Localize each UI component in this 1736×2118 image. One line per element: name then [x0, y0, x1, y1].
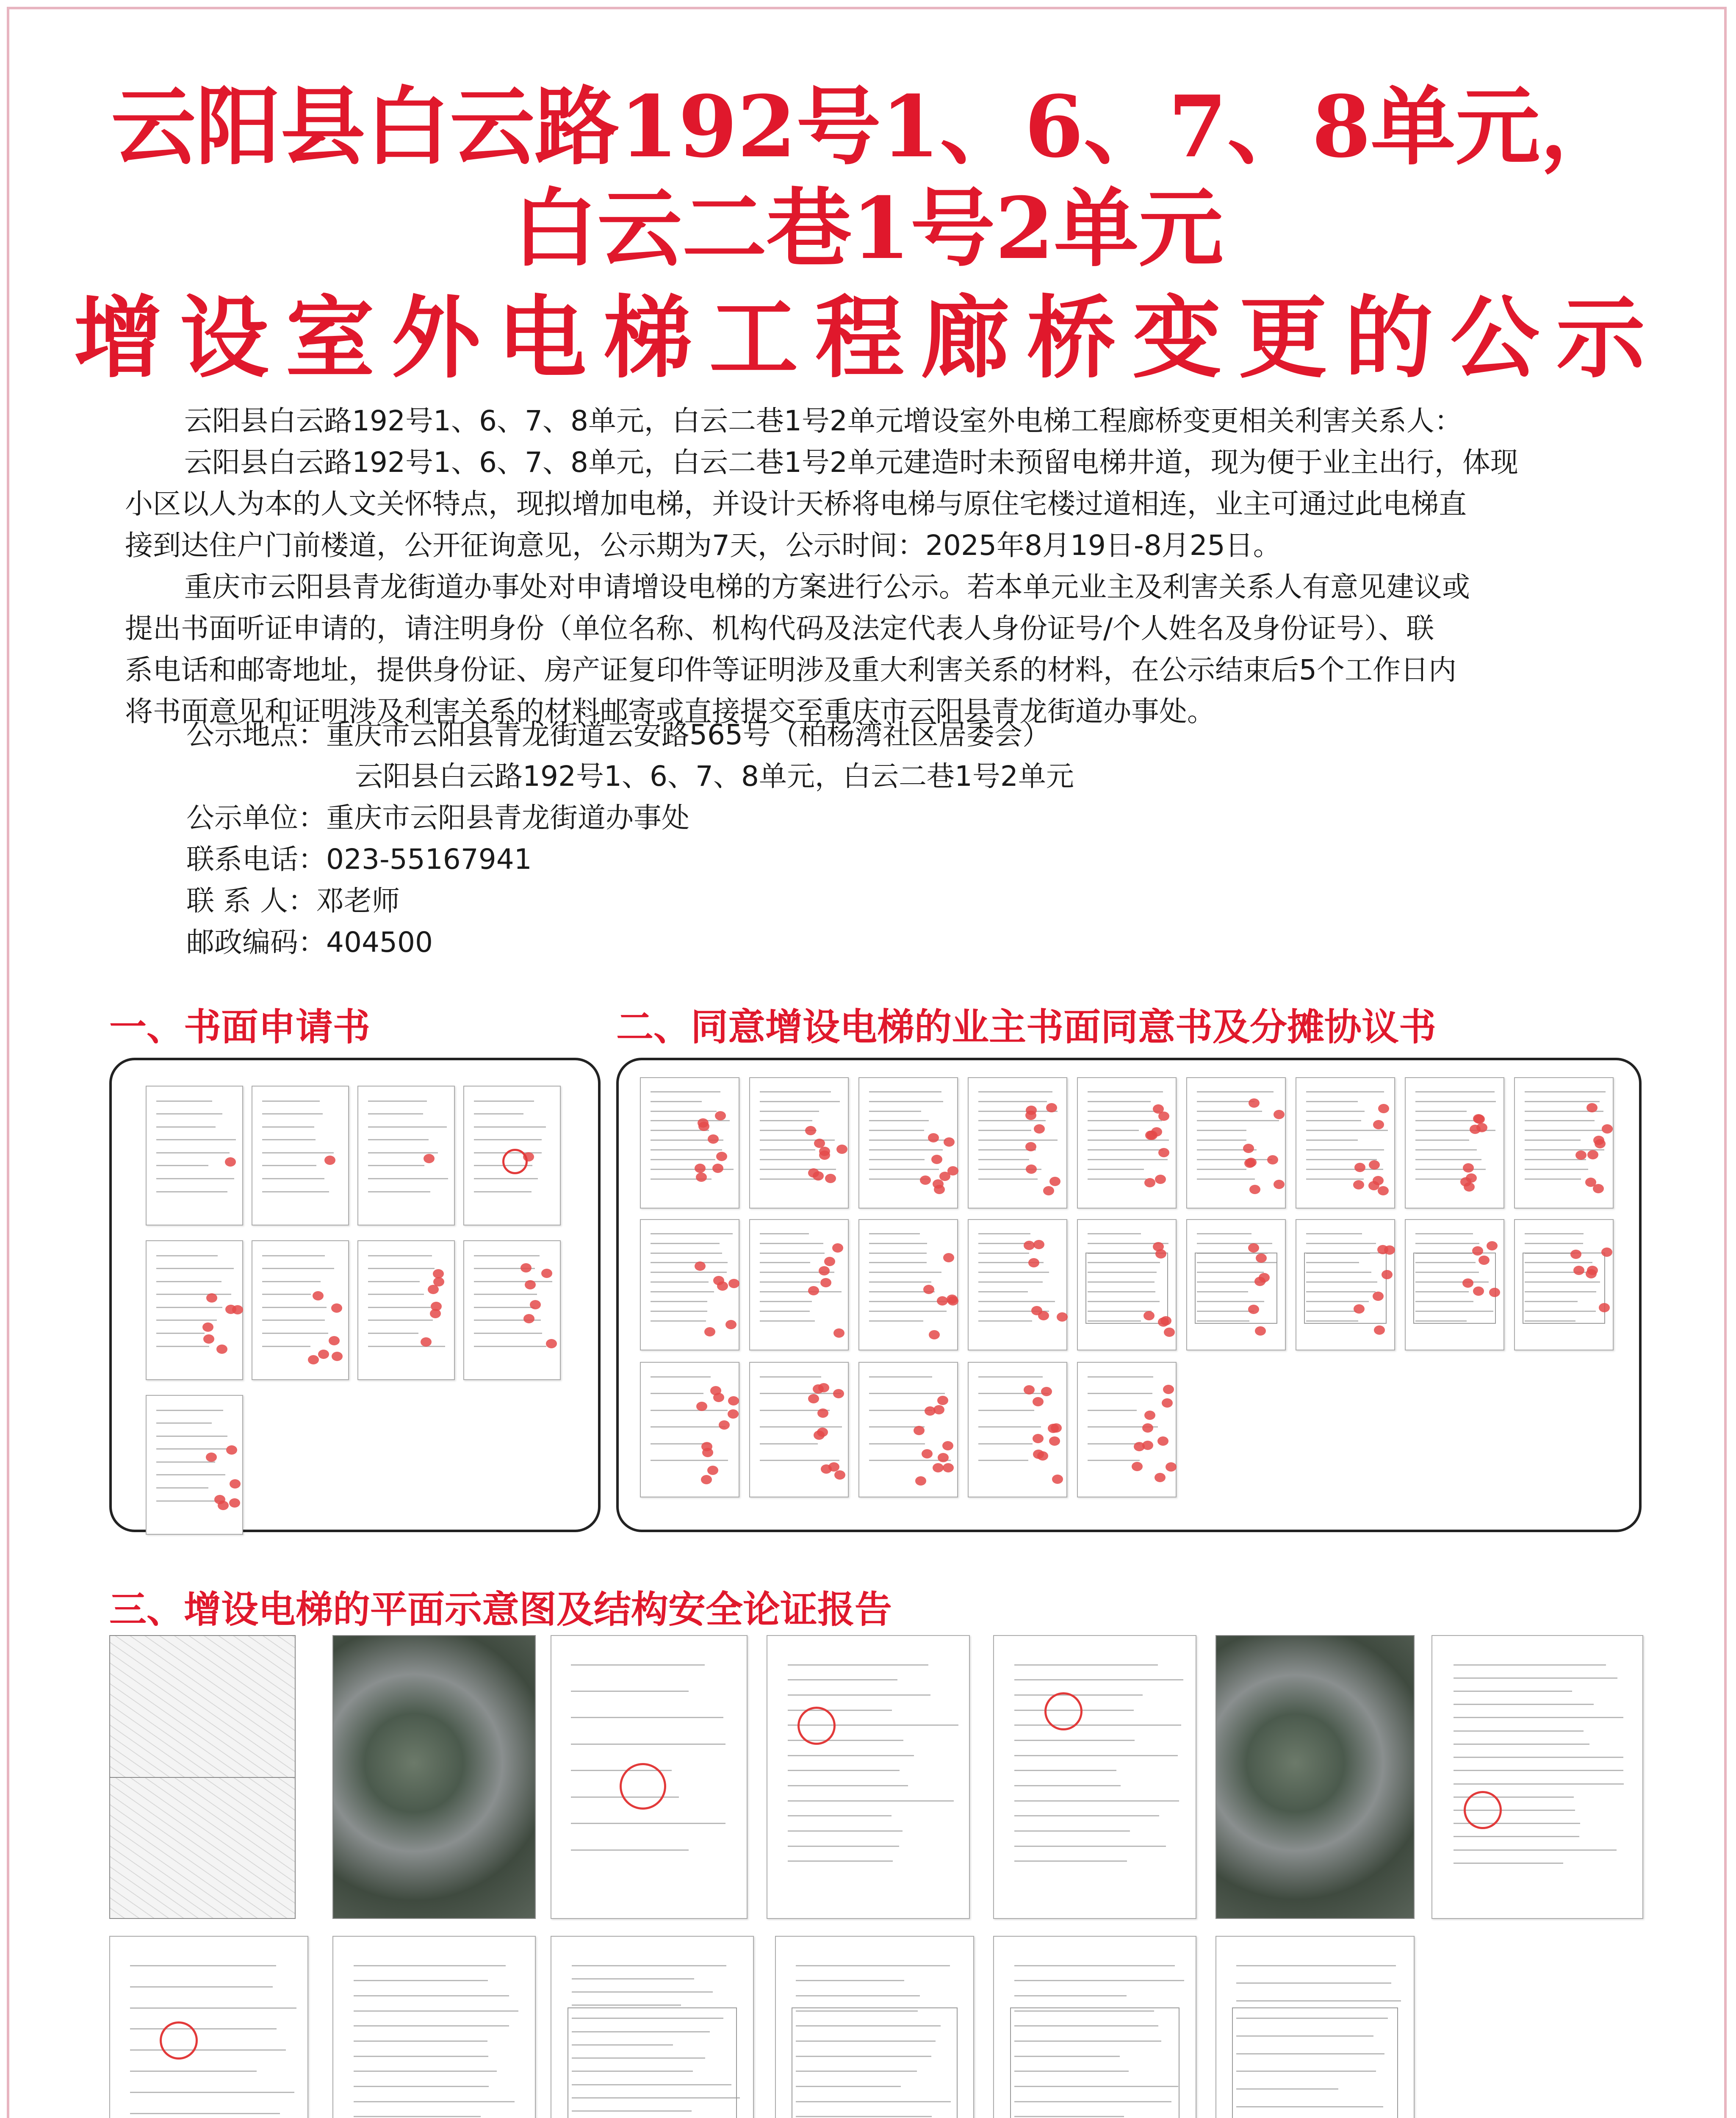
person-label: 联 系 人： [186, 884, 316, 917]
aerial-photo-image [332, 1635, 536, 1919]
notice-p3d: 将书面意见和证明涉及利害关系的材料邮寄或直接提交至重庆市云阳县青龙街道办事处。 [125, 695, 1215, 728]
document-thumbnail [252, 1240, 349, 1380]
site-plan-image [109, 1635, 296, 1788]
document-thumbnail [993, 1936, 1196, 2118]
document-thumbnail [968, 1362, 1067, 1497]
document-thumbnail [749, 1219, 849, 1350]
document-thumbnail [1296, 1219, 1395, 1350]
document-thumbnail [463, 1240, 561, 1380]
document-thumbnail [858, 1219, 958, 1350]
document-thumbnail [146, 1395, 243, 1535]
contact-place-2: 云阳县白云路192号1、6、7、8单元，白云二巷1号2单元 [355, 760, 1074, 793]
postcode-label: 邮政编码： [186, 926, 326, 959]
title-line-1: 云阳县白云路192号1、6、7、8单元， [111, 77, 1625, 177]
document-thumbnail [858, 1077, 958, 1209]
document-thumbnail [775, 1936, 974, 2118]
document-thumbnail [252, 1086, 349, 1225]
section-2-panel [616, 1058, 1642, 1532]
contact-unit [186, 797, 689, 839]
document-thumbnail [640, 1362, 739, 1497]
document-thumbnail [1077, 1362, 1177, 1497]
document-thumbnail [1431, 1635, 1643, 1919]
document-thumbnail [357, 1240, 455, 1380]
notice-p2b: 小区以人为本的人文关怀特点，现拟增加电梯，并设计天桥将电梯与原住宅楼过道相连，业主可通过此电梯直 [125, 488, 1467, 520]
document-thumbnail [551, 1635, 748, 1919]
section-1-heading: 一、书面申请书 [109, 1005, 371, 1049]
notice-p3b: 提出书面听证申请的，请注明身份（单位名称、机构代码及法定代表人身份证号/个人姓名及身份证号）、联 [125, 612, 1434, 645]
postcode-value: 404500 [326, 926, 433, 959]
document-thumbnail [1405, 1219, 1504, 1350]
document-thumbnail [767, 1635, 970, 1919]
place-value-1: 重庆市云阳县青龙街道云安路565号（柏杨湾社区居委会） [326, 718, 1050, 751]
contact-postcode [186, 922, 433, 963]
unit-label: 公示单位： [186, 801, 326, 834]
notice-p2c: 接到达住户门前楼道，公开征询意见，公示期为7天，公示时间：2025年8月19日-8月25日。 [125, 529, 1281, 562]
document-thumbnail [357, 1086, 455, 1225]
unit-value: 重庆市云阳县青龙街道办事处 [326, 801, 689, 834]
document-thumbnail [463, 1086, 561, 1225]
title-line-3: 增设室外电梯工程廊桥变更的公示 [74, 286, 1662, 390]
aerial-photo-image [1215, 1635, 1415, 1919]
document-thumbnail [1215, 1936, 1415, 2118]
contact-phone [186, 839, 532, 880]
document-thumbnail [1514, 1077, 1614, 1209]
document-thumbnail [749, 1362, 849, 1497]
notice-p1: 云阳县白云路192号1、6、7、8单元，白云二巷1号2单元增设室外电梯工程廊桥变更相关利害关系人： [184, 405, 1462, 437]
document-thumbnail [968, 1077, 1067, 1209]
document-thumbnail [1405, 1077, 1504, 1209]
document-thumbnail [640, 1077, 739, 1209]
notice-p3c: 系电话和邮寄地址，提供身份证、房产证复印件等证明涉及重大利害关系的材料，在公示结束后5个工作日内 [125, 654, 1456, 686]
notice-p3a: 重庆市云阳县青龙街道办事处对申请增设电梯的方案进行公示。若本单元业主及利害关系人有意见建议或 [184, 571, 1470, 603]
document-thumbnail [1077, 1219, 1177, 1350]
site-plan-image [109, 1777, 296, 1919]
notice-p2a: 云阳县白云路192号1、6、7、8单元，白云二巷1号2单元建造时未预留电梯井道，现为便于业主出行，体现 [184, 446, 1518, 479]
document-thumbnail [146, 1240, 243, 1380]
document-thumbnail [109, 1936, 308, 2118]
phone-value: 023-55167941 [326, 843, 532, 876]
document-thumbnail [551, 1936, 754, 2118]
title-line-2: 白云二巷1号2单元 [512, 179, 1224, 278]
section-3-heading: 三、增设电梯的平面示意图及结构安全论证报告 [109, 1588, 892, 1631]
document-thumbnail [640, 1219, 739, 1350]
person-value: 邓老师 [316, 884, 400, 917]
phone-label: 联系电话： [186, 843, 326, 876]
document-thumbnail [1296, 1077, 1395, 1209]
document-thumbnail [146, 1086, 243, 1225]
section-1-panel [109, 1058, 601, 1532]
document-thumbnail [332, 1936, 536, 2118]
section-2-heading: 二、同意增设电梯的业主书面同意书及分摊协议书 [616, 1005, 1437, 1049]
document-thumbnail [1186, 1077, 1286, 1209]
document-thumbnail [858, 1362, 958, 1497]
document-thumbnail [749, 1077, 849, 1209]
document-thumbnail [1077, 1077, 1177, 1209]
document-thumbnail [1186, 1219, 1286, 1350]
place-label: 公示地点： [186, 718, 326, 751]
document-thumbnail [1514, 1219, 1614, 1350]
notice-body [125, 400, 1683, 732]
contact-place-1 [186, 714, 1050, 756]
document-thumbnail [993, 1635, 1196, 1919]
contact-person [186, 880, 400, 922]
document-thumbnail [968, 1219, 1067, 1350]
